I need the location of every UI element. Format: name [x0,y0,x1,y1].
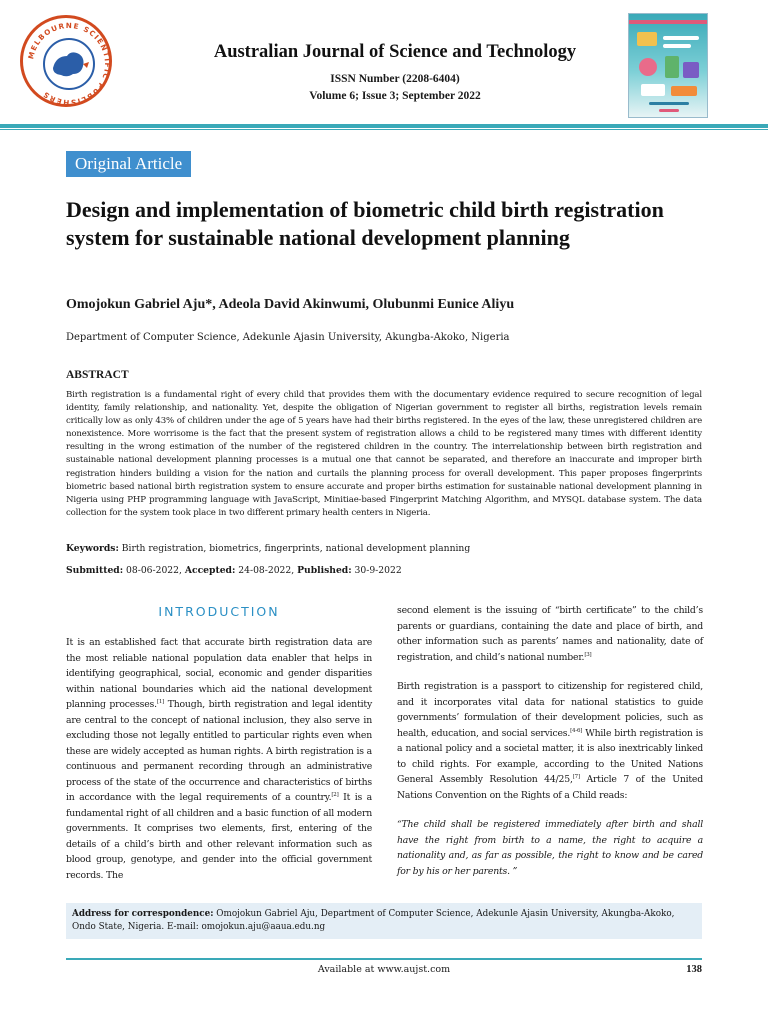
submitted-label: Submitted: [66,565,124,576]
journal-cover-thumbnail [628,13,708,118]
keywords-text: Birth registration, biometrics, fingerprints, national development planning [121,543,471,554]
right-paragraph-2-part-1: Birth registration is a passport to citizenship for registered child, and it incorporates vital data for national statistics to guide governments’ formulation of their development policies, such as health, education, and social services. [397,681,703,739]
submitted-date: 08-06-2022 [126,565,180,576]
right-paragraph-1 [397,603,703,665]
abstract-heading: ABSTRACT [66,369,129,381]
intro-paragraph-part-3: It is a fundamental right of all children and a basic function of all modern governments. It comprises two elements, first, entering of the details of a child’s birth and other relevant information such as blood group, genotype, and gender into the official government records. The [66,792,372,881]
publisher-logo-art [23,18,115,110]
publisher-logo [20,15,112,107]
intro-paragraph-part-2: Though, birth registration and legal identity are central to the concept of national inclusion, they also serve in excluding those not legally entitled to particular rights even when these are widely accepted as human rights. A birth registration is a continuous and permanent recording through an administrative process of the state of the occurrence and characteristics of births in accordance with the legal requirements of a country. [66,699,372,803]
right-paragraph-2 [397,679,703,803]
keywords-label: Keywords: [66,543,119,554]
availability-link[interactable]: Available at www.aujst.com [317,964,451,975]
right-paragraph-1-text: second element is the issuing of “birth certificate” to the child’s parents or guardians, containing the date and place of birth, and other information such as parents’ names and nationality, date of registration, and child’s national number. [397,605,703,663]
convention-quote: “The child shall be registered immediately after birth and shall have the right from birth to a name, the right to acquire a nationality and, as far as possible, the right to know and be cared for by his or her parents. ” [397,819,703,877]
right-paragraph-2-part-2: While birth registration is a national policy and a societal matter, it is also inextricably linked to child rights. For example, according to the United Nations General Assembly Resolution 44/25, [397,727,703,785]
volume-issue: Volume 6; Issue 3; September 2022 [309,90,481,102]
affiliation: Department of Computer Science, Adekunle Ajasin University, Akungba-Akoko, Nigeria [66,332,510,343]
correspondence-box [66,903,702,939]
article-title: Design and implementation of biometric child birth registration system for sustainable national development planning [66,197,664,250]
correspondence-label: Address for correspondence: [72,909,214,919]
publisher-logo-lettering: MELBOURNE SCIENTIFIC PUBLISHERS [26,20,113,108]
left-column [66,635,372,883]
header-rule [0,124,768,128]
introduction-heading: INTRODUCTION [158,604,280,619]
citation-2[interactable]: [2] [331,791,339,798]
journal-title: Australian Journal of Science and Technology [213,42,577,62]
correspondence-text: Omojokun Gabriel Aju, Department of Computer Science, Adekunle Ajasin University, Akungba-Akoko, Ondo State, Nigeria. E-mail: omojokun.aju@aaua.edu.ng [72,909,675,932]
footer-rule [66,958,702,960]
intro-paragraph-part-1: It is an established fact that accurate birth registration data are the most reliable national population data enabler that helps in identifying geographical, social, economic and gender disparities within national boundaries which aid the national development planning processes. [66,637,372,710]
dates-line: Submitted: 08-06-2022, Accepted: 24-08-2022, Published: 30-9-2022 [66,565,402,576]
citation-7[interactable]: [7] [572,773,580,780]
keywords-line [66,543,470,554]
right-paragraph-2-part-3: Article 7 of the United Nations Convention on the Rights of a Child reads: [397,774,703,801]
citation-4-6[interactable]: [4-6] [570,727,583,734]
accepted-label: Accepted: [184,565,236,576]
article-type-badge: Original Article [66,151,191,177]
abstract-text: Birth registration is a fundamental right of every child that provides them with the documentary evidence required to secure recognition of legal identity, family relationship, and nationality. Yet, despite the obligation of Nigerian government to register all births, registration levels remain critically low as only 43% of children under the age of 5 years have had their births registered. In the eyes of the law, these unregistered children are nonexistence. More worrisome is the fact that the present system of registration allows a child to be registered many times with different identity resulting in the wrong estimation of the number of the registered children in the country. The interrelationship between birth registration and sustainable national development planning processes is a mutual one that cannot be separated, and therefore an inaccurate and improper birth registration hinders building a vision for the nation and curtails the planning process for overall development. This paper proposes fingerprints biometric based national birth registration system to ensure accurate and proper births estimation for sustainable national development planning in Nigeria using PHP programming language with JavaScript, Minitiae-based Fingerprint Matching Algorithm, and MYSQL database system. The data collection for the system took place in two different primary health centers in Nigeria. [66,390,702,518]
author-list: Omojokun Gabriel Aju*, Adeola David Akinwumi, Olubunmi Eunice Aliyu [66,297,515,312]
header-rule-thin [0,129,768,130]
page-number: 138 [686,964,702,975]
published-date: 30-9-2022 [354,565,402,576]
published-label: Published: [297,565,352,576]
citation-3[interactable]: [3] [584,651,592,658]
right-column [397,603,703,893]
issn-number: ISSN Number (2208-6404) [330,73,460,85]
accepted-date: 24-08-2022 [238,565,292,576]
citation-1[interactable]: [1] [156,698,165,705]
